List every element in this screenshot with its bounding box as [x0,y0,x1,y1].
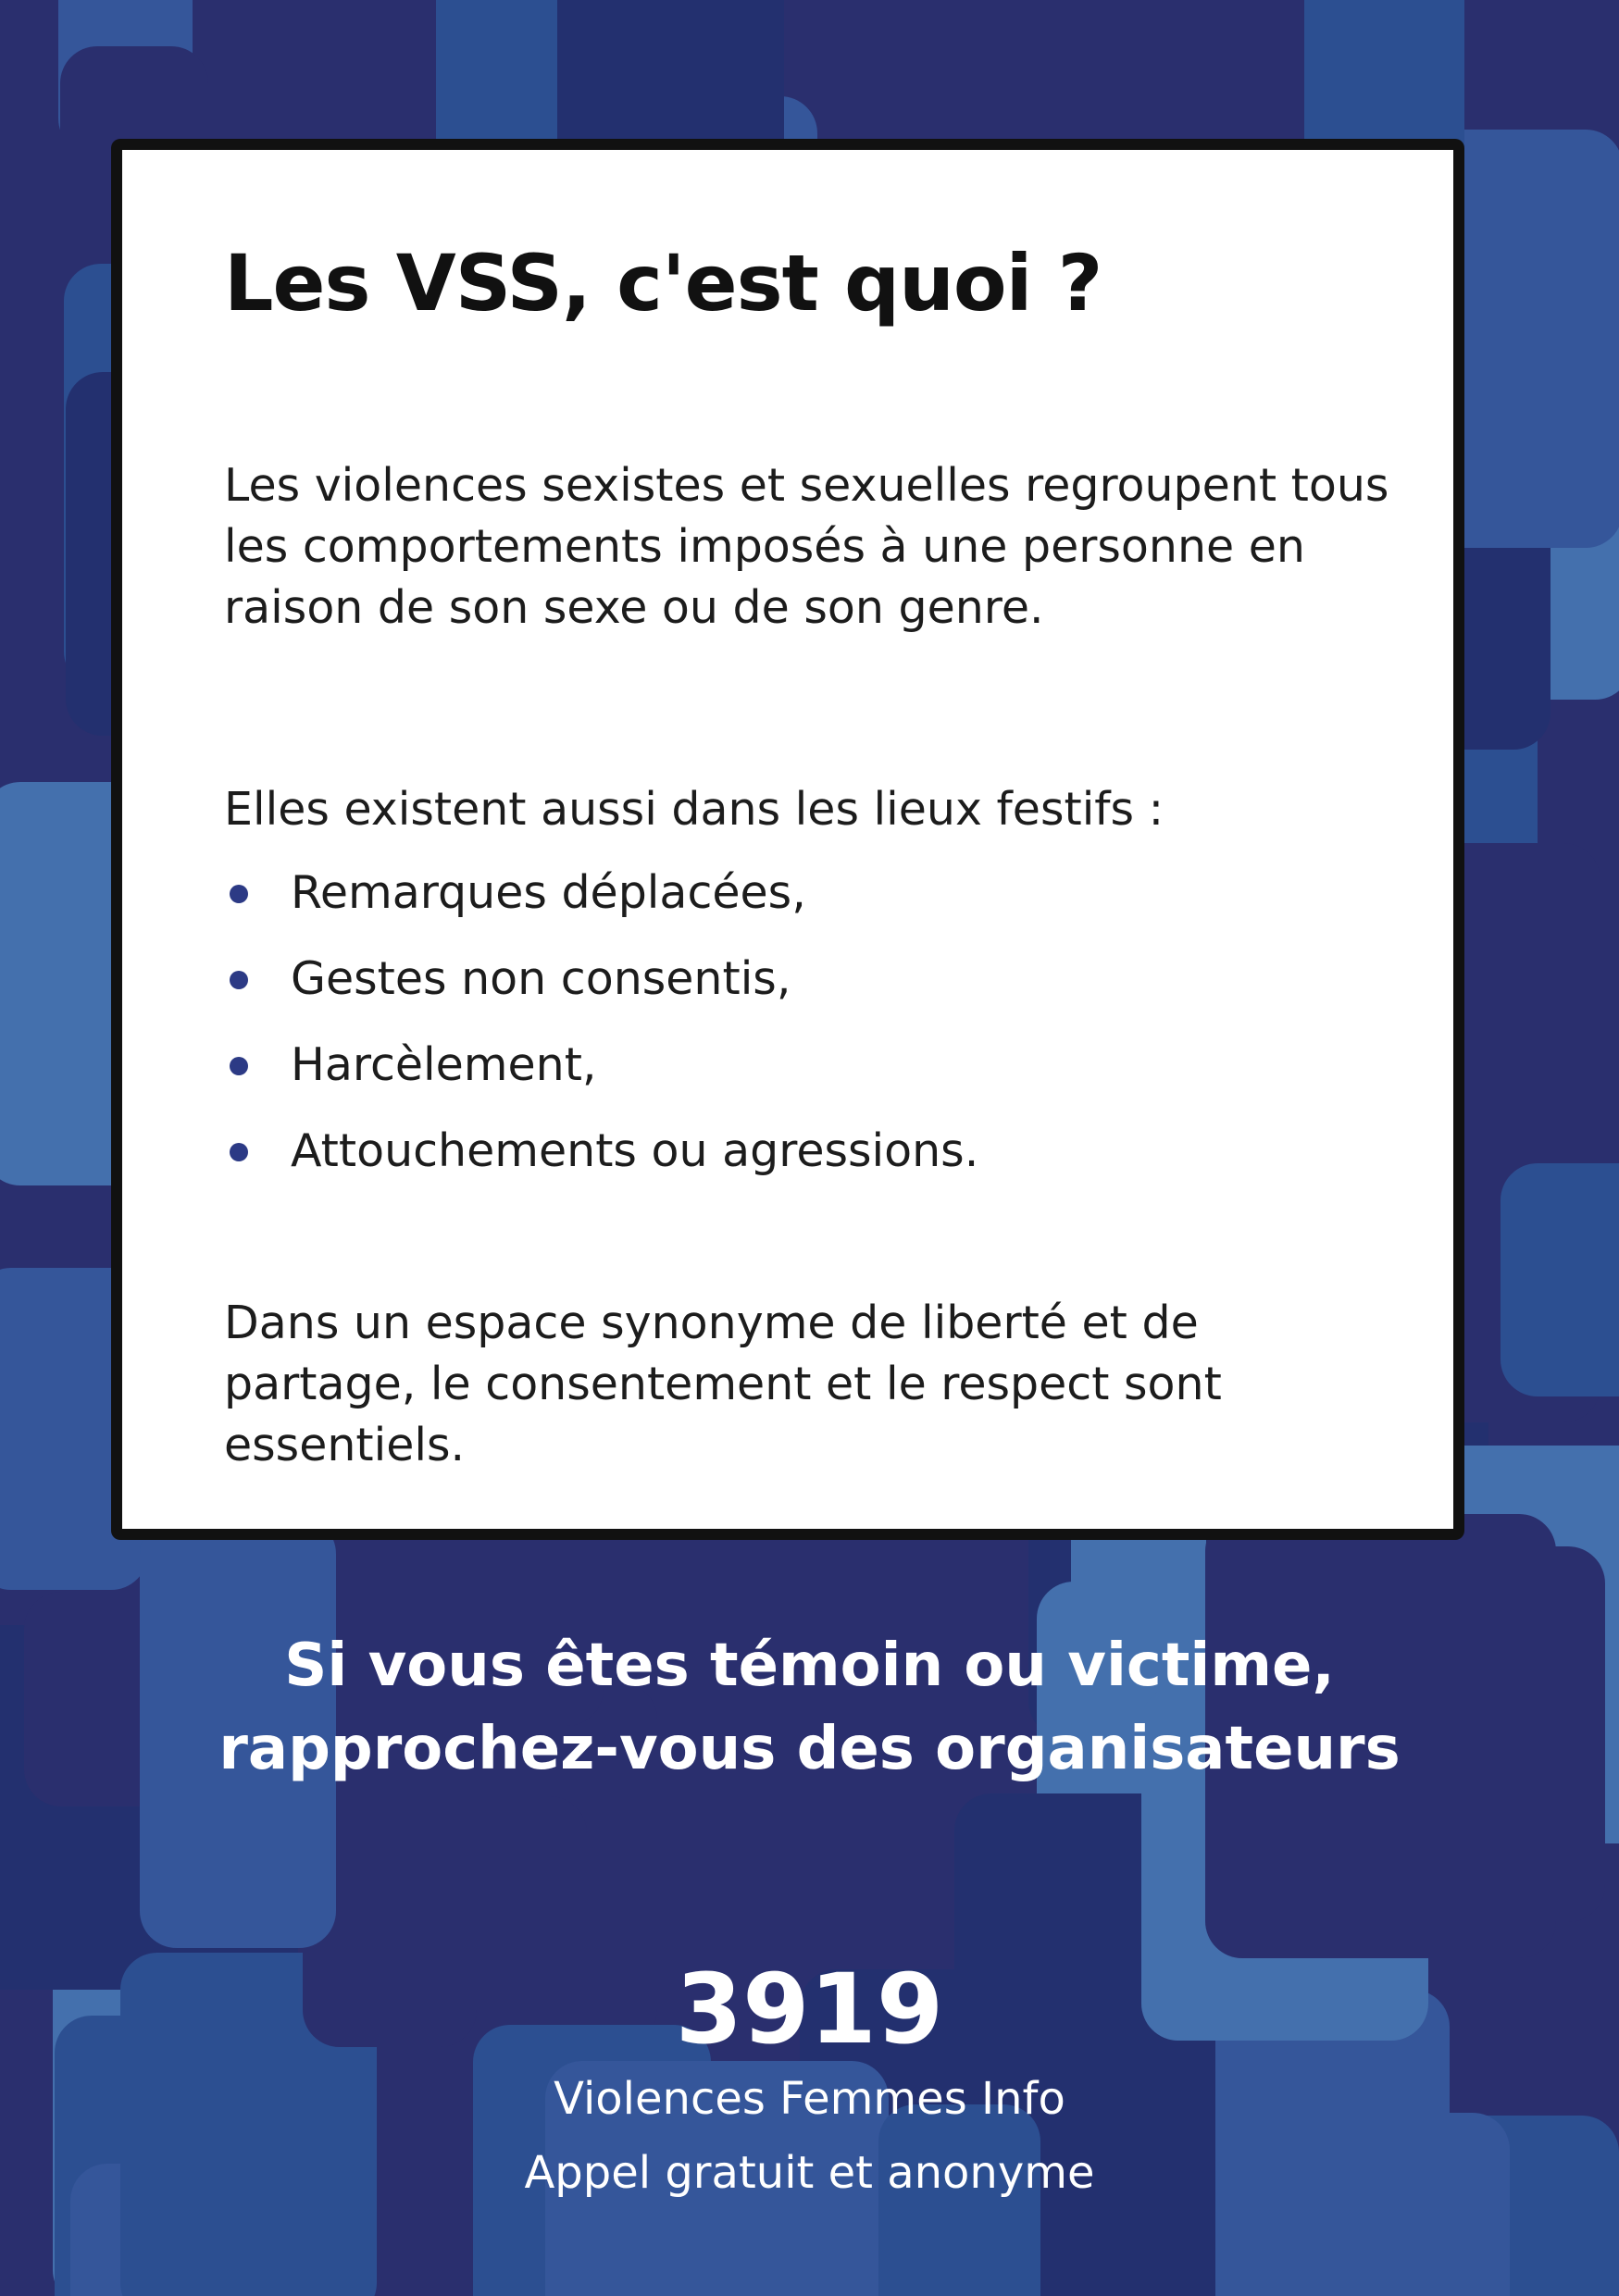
list-item-text: Attouchements ou agressions. [291,1124,979,1177]
info-card [111,139,1464,1540]
intro-paragraph: Les violences sexistes et sexuelles regroupent tous les comportements imposés à une personne en raison de son sexe ou de son genre. [224,459,1389,634]
list-item [224,949,978,1035]
list-item-text: Remarques déplacées, [291,866,806,919]
list-item [224,863,978,949]
bullet-icon [230,971,248,989]
call-to-action [0,1624,1619,1791]
cta-line-1: Si vous êtes témoin ou victime, [284,1632,1335,1700]
card-title: Les VSS, c'est quoi ? [224,238,1102,329]
helpline-note: Appel gratuit et anonyme [524,2147,1095,2199]
list-item [224,1121,978,1207]
bullet-icon [230,1057,248,1075]
helpline-number[interactable]: 3919 [675,1953,944,2066]
background-patch [1501,1163,1619,1396]
bullet-icon [230,885,248,903]
bullet-icon [230,1143,248,1161]
list-item-text: Gestes non consentis, [291,952,791,1005]
list-item [224,1035,978,1121]
list-item-text: Harcèlement, [291,1038,597,1091]
conclusion-paragraph: Dans un espace synonyme de liberté et de partage, le consentement et le respect sont essentiels. [224,1297,1222,1471]
helpline-name: Violences Femmes Info [554,2073,1065,2125]
cta-line-2: rapprochez-vous des organisateurs [218,1715,1401,1783]
background-patch [878,2104,1040,2296]
examples-list [224,863,978,1207]
list-intro: Elles existent aussi dans les lieux festifs : [224,783,1164,836]
